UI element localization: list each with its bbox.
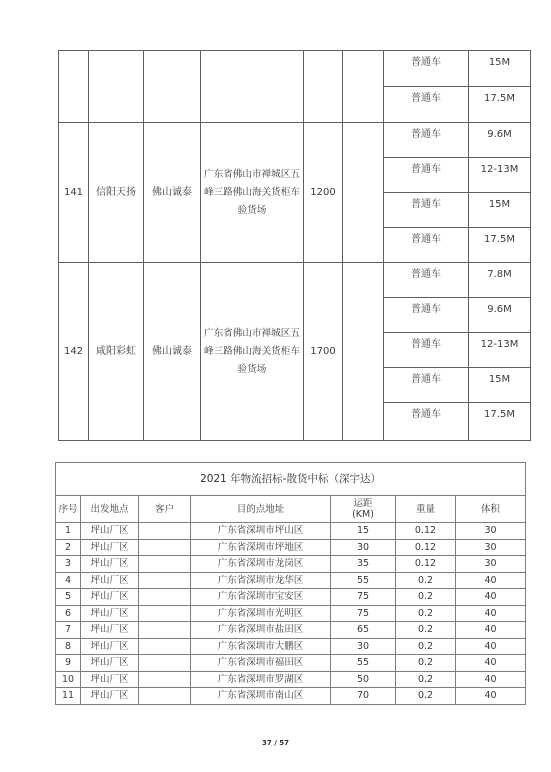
vehicle-length-cell: 15M (469, 193, 531, 228)
customer-cell (139, 605, 191, 622)
row-number-cell: 6 (56, 605, 81, 622)
table-row (56, 539, 526, 556)
row-number-cell: 1 (56, 523, 81, 540)
volume-cell: 40 (456, 572, 526, 589)
header-distance-label: 运距 (353, 498, 373, 509)
volume-cell: 30 (456, 523, 526, 540)
origin-cell: 坪山厂区 (81, 589, 139, 606)
weight-cell: 0.12 (396, 523, 456, 540)
destination-address-text: 广东省佛山市禅城区五峰三路佛山海关货柜车验货场 (204, 327, 300, 375)
destination-address-cell: 广东省深圳市龙岗区 (191, 556, 331, 573)
volume-cell: 40 (456, 655, 526, 672)
vehicle-length-cell: 9.6M (469, 123, 531, 158)
row-number-cell: 4 (56, 572, 81, 589)
distance-cell: 50 (331, 671, 396, 688)
vehicle-type-cell: 普通车 (384, 158, 469, 193)
distance-cell: 30 (331, 638, 396, 655)
vehicle-type-cell: 普通车 (384, 298, 469, 333)
customer-cell (139, 556, 191, 573)
table-row (56, 655, 526, 672)
table-body (56, 523, 526, 705)
origin-cell: 坪山厂区 (81, 523, 139, 540)
customer-cell: 佛山诚泰 (144, 263, 201, 441)
destination-address-cell: 广东省深圳市宝安区 (191, 589, 331, 606)
distance-cell: 35 (331, 556, 396, 573)
distance-cell: 1200 (304, 123, 343, 263)
row-number-cell: 11 (56, 688, 81, 705)
empty-cell (59, 51, 89, 123)
table-row (56, 671, 526, 688)
destination-address-cell: 广东省深圳市大鹏区 (191, 638, 331, 655)
header-weight: 重量 (396, 496, 456, 523)
vehicle-rate-table (58, 50, 531, 441)
vehicle-type-cell: 普通车 (384, 368, 469, 403)
destination-address-cell: 广东省深圳市坪地区 (191, 539, 331, 556)
customer-cell (139, 671, 191, 688)
weight-cell: 0.2 (396, 671, 456, 688)
customer-cell (139, 638, 191, 655)
destination-address-cell: 广东省深圳市光明区 (191, 605, 331, 622)
origin-cell: 坪山厂区 (81, 539, 139, 556)
origin-cell: 坪山厂区 (81, 572, 139, 589)
header-volume: 体积 (456, 496, 526, 523)
table-row (56, 572, 526, 589)
distance-cell: 1700 (304, 263, 343, 441)
table-row (59, 51, 531, 87)
distance-cell: 55 (331, 655, 396, 672)
vehicle-type-cell: 普通车 (384, 193, 469, 228)
header-distance (331, 496, 396, 523)
header-distance-unit: (KM) (352, 509, 374, 520)
page-number: 37 / 57 (262, 739, 289, 747)
customer-cell (139, 589, 191, 606)
vehicle-type-cell: 普通车 (384, 263, 469, 298)
table-row (56, 523, 526, 540)
volume-cell: 40 (456, 688, 526, 705)
empty-cell (201, 51, 304, 123)
vehicle-length-cell: 17.5M (469, 228, 531, 263)
row-number-cell: 2 (56, 539, 81, 556)
table-row (56, 589, 526, 606)
empty-cell (343, 51, 384, 123)
customer-cell: 佛山诚泰 (144, 123, 201, 263)
customer-cell (139, 572, 191, 589)
vehicle-length-cell: 12-13M (469, 158, 531, 193)
volume-cell: 40 (456, 622, 526, 639)
customer-cell (139, 622, 191, 639)
header-customer: 客户 (139, 496, 191, 523)
table-row (59, 263, 531, 298)
weight-cell: 0.2 (396, 572, 456, 589)
empty-cell (343, 263, 384, 441)
destination-address-cell: 广东省深圳市南山区 (191, 688, 331, 705)
distance-cell: 30 (331, 539, 396, 556)
customer-cell (139, 655, 191, 672)
row-number-cell: 3 (56, 556, 81, 573)
vehicle-length-cell: 15M (469, 51, 531, 87)
weight-cell: 0.2 (396, 688, 456, 705)
vehicle-type-cell: 普通车 (384, 403, 469, 441)
volume-cell: 40 (456, 589, 526, 606)
table-row (56, 556, 526, 573)
origin-cell: 坪山厂区 (81, 638, 139, 655)
weight-cell: 0.2 (396, 605, 456, 622)
table-row (56, 688, 526, 705)
weight-cell: 0.12 (396, 556, 456, 573)
origin-cell: 坪山厂区 (81, 671, 139, 688)
vehicle-type-cell: 普通车 (384, 87, 469, 123)
table-title-row (56, 463, 526, 496)
destination-address-cell: 广东省深圳市龙华区 (191, 572, 331, 589)
table-row (59, 123, 531, 158)
empty-cell (89, 51, 144, 123)
vehicle-length-cell: 9.6M (469, 298, 531, 333)
customer-cell (139, 539, 191, 556)
origin-cell: 坪山厂区 (81, 605, 139, 622)
vehicle-length-cell: 15M (469, 368, 531, 403)
weight-cell: 0.2 (396, 655, 456, 672)
origin-cell: 坪山厂区 (81, 622, 139, 639)
empty-cell (304, 51, 343, 123)
vehicle-type-cell: 普通车 (384, 51, 469, 87)
distance-cell: 65 (331, 622, 396, 639)
empty-cell (144, 51, 201, 123)
volume-cell: 40 (456, 638, 526, 655)
volume-cell: 40 (456, 605, 526, 622)
row-number-cell: 5 (56, 589, 81, 606)
origin-cell: 坪山厂区 (81, 655, 139, 672)
weight-cell: 0.2 (396, 622, 456, 639)
vehicle-type-cell: 普通车 (384, 123, 469, 158)
row-number-cell: 142 (59, 263, 89, 441)
origin-cell: 信阳天扬 (89, 123, 144, 263)
vehicle-length-cell: 12-13M (469, 333, 531, 368)
vehicle-length-cell: 17.5M (469, 87, 531, 123)
volume-cell: 40 (456, 671, 526, 688)
header-origin: 出发地点 (81, 496, 139, 523)
customer-cell (139, 523, 191, 540)
destination-address-text: 广东省佛山市禅城区五峰三路佛山海关货柜车验货场 (204, 168, 300, 216)
destination-address-cell: 广东省深圳市盐田区 (191, 622, 331, 639)
row-number-cell: 9 (56, 655, 81, 672)
destination-address-cell: 广东省深圳市罗湖区 (191, 671, 331, 688)
volume-cell: 30 (456, 556, 526, 573)
table-header-row (56, 496, 526, 523)
row-number-cell: 8 (56, 638, 81, 655)
origin-cell: 坪山厂区 (81, 556, 139, 573)
row-number-cell: 141 (59, 123, 89, 263)
bulk-cargo-award-table (55, 462, 526, 705)
header-no: 序号 (56, 496, 81, 523)
destination-address-cell: 广东省深圳市福田区 (191, 655, 331, 672)
table-row (56, 638, 526, 655)
vehicle-type-cell: 普通车 (384, 333, 469, 368)
vehicle-length-cell: 7.8M (469, 263, 531, 298)
header-destination-address: 目的点地址 (191, 496, 331, 523)
distance-cell: 75 (331, 605, 396, 622)
weight-cell: 0.2 (396, 589, 456, 606)
table-title: 2021 年物流招标-散货中标（深宇达） (56, 463, 526, 496)
table-row (56, 605, 526, 622)
distance-cell: 70 (331, 688, 396, 705)
weight-cell: 0.2 (396, 638, 456, 655)
destination-address-cell: 广东省深圳市坪山区 (191, 523, 331, 540)
row-number-cell: 10 (56, 671, 81, 688)
origin-cell: 咸阳彩虹 (89, 263, 144, 441)
customer-cell (139, 688, 191, 705)
distance-cell: 15 (331, 523, 396, 540)
vehicle-type-cell: 普通车 (384, 228, 469, 263)
origin-cell: 坪山厂区 (81, 688, 139, 705)
distance-cell: 75 (331, 589, 396, 606)
distance-cell: 55 (331, 572, 396, 589)
table-row (56, 622, 526, 639)
weight-cell: 0.12 (396, 539, 456, 556)
vehicle-length-cell: 17.5M (469, 403, 531, 441)
row-number-cell: 7 (56, 622, 81, 639)
empty-cell (343, 123, 384, 263)
destination-address-cell (201, 263, 304, 441)
volume-cell: 30 (456, 539, 526, 556)
destination-address-cell (201, 123, 304, 263)
